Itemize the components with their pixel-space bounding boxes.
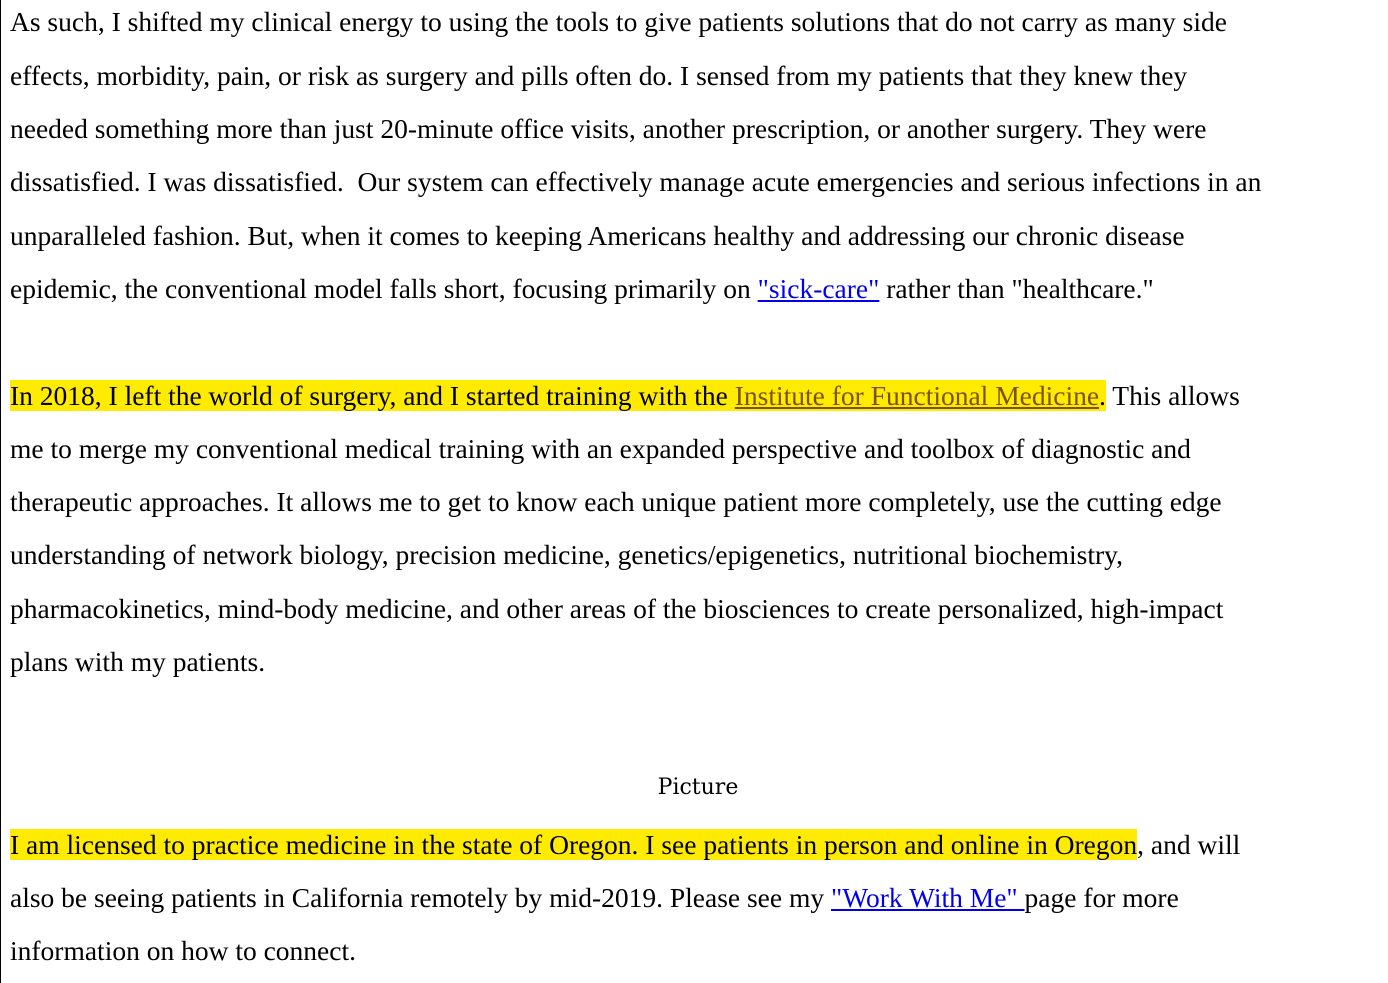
paragraph3-highlight-text: I am licensed to practice medicine in the state of Oregon. I see patients in person and online in Oregon — [10, 829, 1138, 860]
paragraph1-line-4: dissatisfied. I was dissatisfied. Our system can effectively manage acute emergencies and serious infections in an — [10, 166, 1262, 197]
paragraph2-highlight-end: . — [1099, 380, 1106, 411]
picture-placeholder-label: Picture — [657, 775, 739, 800]
paragraph2-line-6: plans with my patients. — [10, 646, 266, 677]
paragraph1-line-1: As such, I shifted my clinical energy to using the tools to give patients solutions that do not carry as many side — [10, 6, 1227, 37]
document-body — [10, 0, 1388, 983]
paragraph3-line-1-tail: , and will — [1137, 829, 1241, 860]
institute-functional-medicine-link[interactable]: Institute for Functional Medicine — [734, 380, 1100, 411]
paragraph3-line-2-text: also be seeing patients in California remotely by mid-2019. Please see my — [10, 882, 831, 913]
paragraph2-line-5: pharmacokinetics, mind-body medicine, and other areas of the biosciences to create personalized, high-impact — [10, 593, 1224, 624]
left-border-rule — [0, 0, 1, 983]
paragraph1-line-3: needed something more than just 20-minute office visits, another prescription, or another surgery. They were — [10, 113, 1207, 144]
paragraph2-line-1 — [10, 378, 1240, 414]
paragraph2-line-2: me to merge my conventional medical training with an expanded perspective and toolbox of diagnostic and — [10, 433, 1191, 464]
paragraph1-line-2: effects, morbidity, pain, or risk as surgery and pills often do. I sensed from my patients that they knew they — [10, 60, 1188, 91]
highlighted-text — [10, 380, 1106, 411]
paragraph3-line-1 — [10, 827, 1240, 863]
paragraph3-line-2-tail: page for more — [1024, 882, 1179, 913]
paragraph1-line-5: unparalleled fashion. But, when it comes to keeping Americans healthy and addressing our chronic disease — [10, 220, 1185, 251]
sick-care-link[interactable]: "sick-care" — [757, 273, 880, 304]
paragraph1-line-6-text: epidemic, the conventional model falls short, focusing primarily on — [10, 273, 758, 304]
paragraph2-highlight-text: In 2018, I left the world of surgery, and I started training with the — [10, 380, 735, 411]
paragraph2-line-4: understanding of network biology, precision medicine, genetics/epigenetics, nutritional biochemistry, — [10, 539, 1123, 570]
work-with-me-link[interactable]: "Work With Me" — [831, 882, 1025, 913]
paragraph2-line-3: therapeutic approaches. It allows me to get to know each unique patient more completely, use the cutting edge — [10, 486, 1222, 517]
paragraph1-line-6 — [10, 271, 1154, 307]
paragraph3-line-3: information on how to connect. — [10, 935, 356, 966]
paragraph1-line-6-tail: rather than "healthcare." — [879, 273, 1154, 304]
paragraph3-line-2 — [10, 880, 1179, 916]
paragraph2-line-1-tail: This allows — [1105, 380, 1240, 411]
